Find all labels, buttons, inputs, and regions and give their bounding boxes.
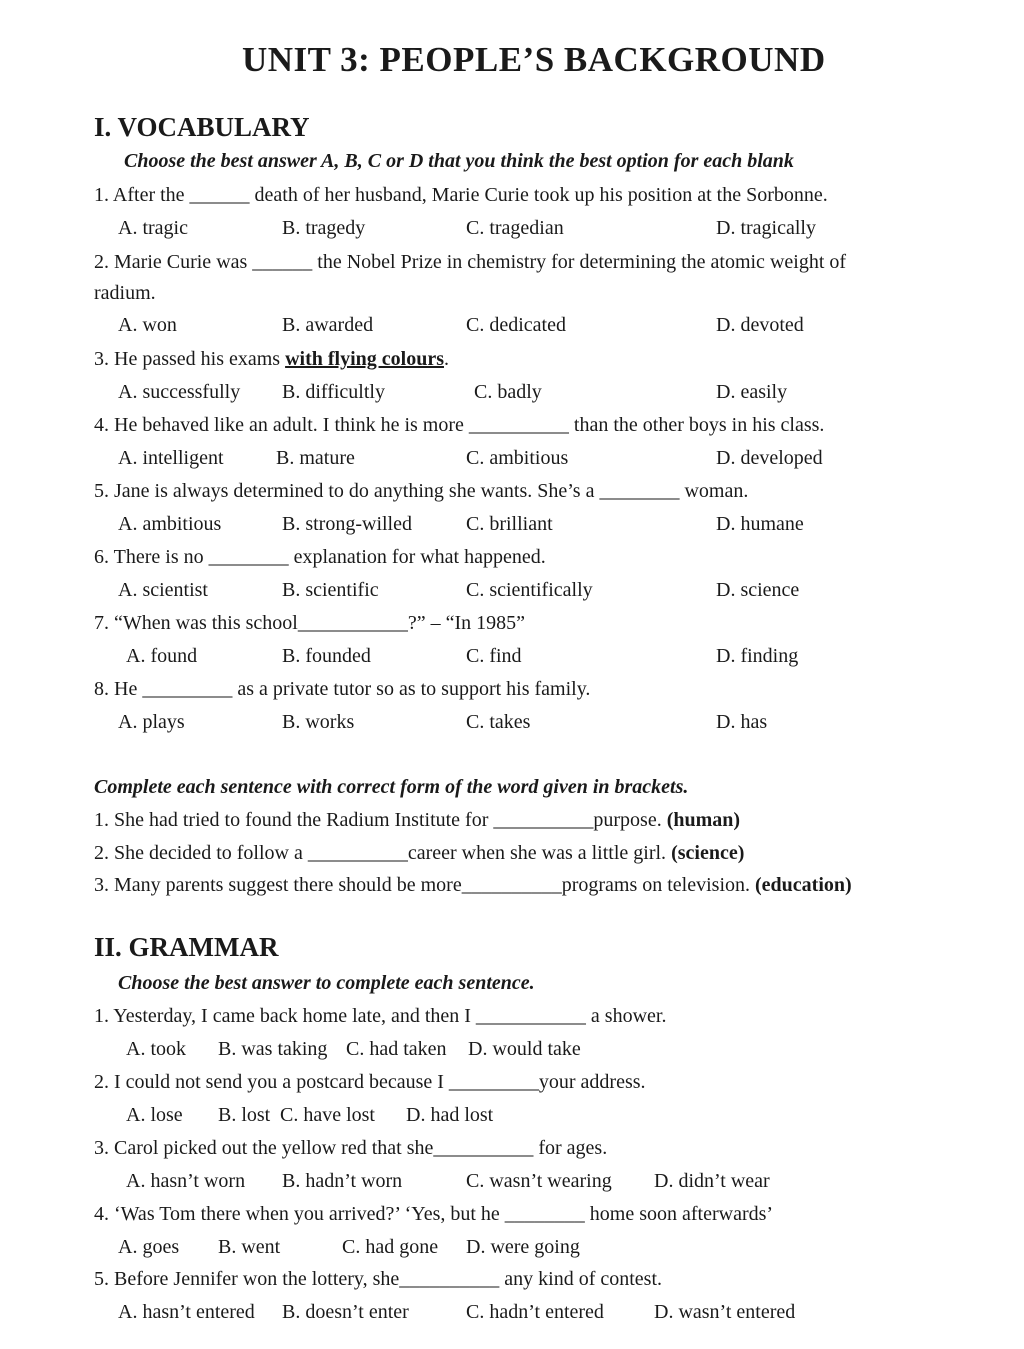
question-text: 5. Before Jennifer won the lottery, she__________ any kind of contest.	[94, 1268, 663, 1290]
option-d: D. humane	[716, 513, 804, 535]
section-heading-grammar: II. GRAMMAR	[94, 932, 279, 962]
option-a: A. found	[126, 645, 198, 667]
option-b: B. hadn’t worn	[282, 1170, 403, 1192]
option-a: A. goes	[118, 1236, 180, 1258]
underlined-phrase: with flying colours	[285, 348, 444, 370]
question-text: 5. Jane is always determined to do anything she wants. She’s a ________ woman.	[94, 480, 749, 502]
question-text: 3. Carol picked out the yellow red that she__________ for ages.	[94, 1137, 608, 1159]
page-title: UNIT 3: PEOPLE’S BACKGROUND	[242, 40, 826, 79]
option-c: C. takes	[466, 711, 531, 733]
option-d: D. has	[716, 711, 768, 733]
question-text: 3. He passed his exams with flying colours.	[94, 348, 449, 370]
option-a: A. tragic	[118, 217, 188, 239]
option-d: D. were going	[466, 1236, 580, 1258]
instruction-grammar: Choose the best answer to complete each sentence.	[118, 972, 535, 994]
option-b: B. was taking	[218, 1038, 328, 1060]
option-c: C. scientifically	[466, 579, 593, 601]
option-d: D. had lost	[406, 1104, 494, 1126]
option-b: B. doesn’t enter	[282, 1301, 409, 1323]
instruction-choose: Choose the best answer A, B, C or D that you think the best option for each blank	[124, 150, 794, 172]
question-text: 6. There is no ________ explanation for what happened.	[94, 546, 546, 568]
option-a: A. took	[126, 1038, 186, 1060]
option-d: D. devoted	[716, 314, 804, 336]
option-c: C. ambitious	[466, 447, 569, 469]
option-d: D. wasn’t entered	[654, 1301, 796, 1323]
option-b: B. mature	[276, 447, 355, 469]
option-a: A. successfully	[118, 381, 241, 403]
option-d: D. tragically	[716, 217, 816, 239]
option-b: B. difficultly	[282, 381, 385, 403]
question-text: 2. Marie Curie was ______ the Nobel Prize in chemistry for determining the atomic weight of	[94, 251, 847, 273]
option-c: C. brilliant	[466, 513, 553, 535]
word-form-item: 2. She decided to follow a __________career when she was a little girl. (science)	[94, 842, 745, 864]
option-b: B. founded	[282, 645, 371, 667]
option-a: A. hasn’t worn	[126, 1170, 246, 1192]
option-a: A. lose	[126, 1104, 183, 1126]
option-c: C. dedicated	[466, 314, 566, 336]
option-b: B. works	[282, 711, 355, 733]
option-a: A. plays	[118, 711, 185, 733]
section-heading-vocabulary: I. VOCABULARY	[94, 112, 310, 142]
option-c: C. hadn’t entered	[466, 1301, 604, 1323]
option-b: B. tragedy	[282, 217, 366, 239]
option-a: A. hasn’t entered	[118, 1301, 255, 1323]
option-a: A. intelligent	[118, 447, 224, 469]
option-a: A. scientist	[118, 579, 208, 601]
question-text: 2. I could not send you a postcard because I _________your address.	[94, 1071, 646, 1093]
question-text: 4. ‘Was Tom there when you arrived?’ ‘Yes, but he ________ home soon afterwards’	[94, 1203, 774, 1225]
option-c: C. had gone	[342, 1236, 439, 1258]
option-c: C. had taken	[346, 1038, 447, 1060]
question-text: 7. “When was this school___________?” – “In 1985”	[94, 612, 526, 634]
option-d: D. finding	[716, 645, 799, 667]
option-d: D. would take	[468, 1038, 581, 1060]
option-b: B. went	[218, 1236, 281, 1258]
question-text: 1. After the ______ death of her husband, Marie Curie took up his position at the Sorbonne.	[94, 184, 828, 206]
option-d: D. science	[716, 579, 800, 601]
option-c: C. find	[466, 645, 522, 667]
option-d: D. easily	[716, 381, 788, 403]
question-text-continued: radium.	[94, 282, 156, 304]
option-b: B. scientific	[282, 579, 379, 601]
option-b: B. strong-willed	[282, 513, 412, 535]
option-c: C. have lost	[280, 1104, 375, 1126]
option-a: A. won	[118, 314, 177, 336]
option-c: C. badly	[474, 381, 542, 403]
instruction-word-form: Complete each sentence with correct form of the word given in brackets.	[94, 776, 689, 798]
option-a: A. ambitious	[118, 513, 222, 535]
option-d: D. developed	[716, 447, 823, 469]
option-d: D. didn’t wear	[654, 1170, 770, 1192]
option-b: B. awarded	[282, 314, 374, 336]
option-b: B. lost	[218, 1104, 271, 1126]
question-text: 8. He _________ as a private tutor so as to support his family.	[94, 678, 591, 700]
word-form-item: 3. Many parents suggest there should be more__________programs on television. (education)	[94, 874, 852, 896]
option-c: C. tragedian	[466, 217, 564, 239]
option-c: C. wasn’t wearing	[466, 1170, 612, 1192]
question-text: 1. Yesterday, I came back home late, and then I ___________ a shower.	[94, 1005, 667, 1027]
question-text: 4. He behaved like an adult. I think he is more __________ than the other boys in his class.	[94, 414, 825, 436]
word-form-item: 1. She had tried to found the Radium Institute for __________purpose. (human)	[94, 809, 741, 831]
